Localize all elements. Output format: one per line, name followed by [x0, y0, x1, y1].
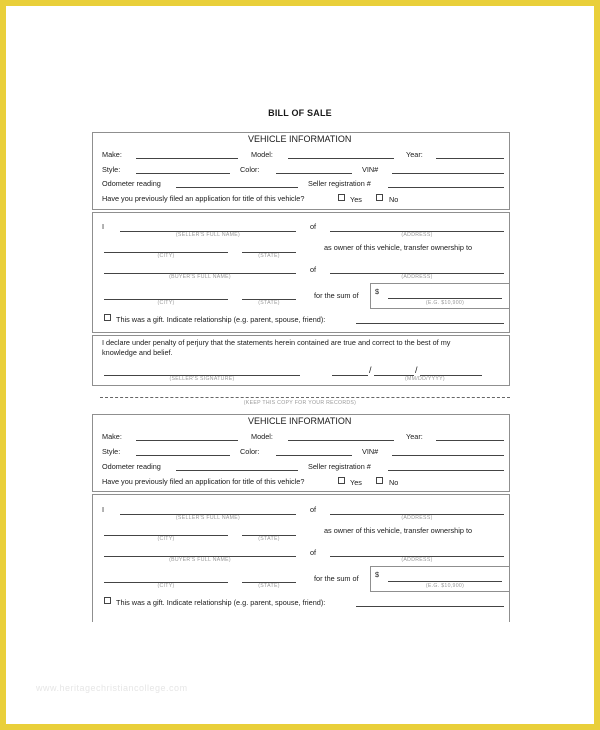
buyer-state-caption: (STATE): [258, 583, 280, 589]
make-label: Make:: [102, 150, 122, 159]
vin-field[interactable]: [392, 173, 504, 174]
odometer-field[interactable]: [176, 470, 298, 471]
dollar-sign: $: [375, 570, 380, 579]
make-field[interactable]: [136, 158, 238, 159]
buyer-name-caption: (BUYER'S FULL NAME): [169, 557, 231, 563]
make-label: Make:: [102, 432, 122, 441]
year-field[interactable]: [436, 440, 504, 441]
declaration-line-1: I declare under penalty of perjury that the statements herein contained are true and correct to the best of my: [102, 338, 451, 347]
vin-label: VIN#: [362, 165, 379, 174]
style-field[interactable]: [136, 455, 230, 456]
seller-name-caption: (SELLER'S FULL NAME): [175, 232, 241, 238]
vehicle-info-heading: VEHICLE INFORMATION: [248, 416, 352, 426]
make-field[interactable]: [136, 440, 238, 441]
sum-caption: (E.G. $10,900): [425, 583, 465, 589]
prior-title-question: Have you previously filed an application for title of this vehicle?: [102, 477, 305, 486]
owner-statement: as owner of this vehicle, transfer ownership to: [324, 243, 473, 252]
vehicle-info-heading: VEHICLE INFORMATION: [248, 134, 352, 144]
i-label: I: [102, 505, 105, 514]
style-label: Style:: [102, 447, 121, 456]
model-label: Model:: [251, 432, 273, 441]
seller-signature-caption: (SELLER'S SIGNATURE): [169, 376, 235, 382]
yes-checkbox[interactable]: [338, 477, 345, 484]
seller-registration-field[interactable]: [388, 187, 504, 188]
yes-checkbox[interactable]: [338, 194, 345, 201]
cut-line: [100, 397, 510, 398]
seller-registration-field[interactable]: [388, 470, 504, 471]
gift-statement: This was a gift. Indicate relationship (e.g. parent, spouse, friend):: [116, 598, 326, 607]
model-field[interactable]: [288, 440, 394, 441]
gift-relationship-field[interactable]: [356, 606, 504, 607]
odometer-label: Odometer reading: [102, 462, 161, 471]
for-the-sum-label: for the sum of: [314, 574, 359, 583]
odometer-field[interactable]: [176, 187, 298, 188]
year-field[interactable]: [436, 158, 504, 159]
style-field[interactable]: [136, 173, 230, 174]
of-label: of: [310, 265, 317, 274]
of-label: of: [310, 222, 317, 231]
color-label: Color:: [240, 447, 260, 456]
color-label: Color:: [240, 165, 260, 174]
year-label: Year:: [406, 432, 423, 441]
declaration-line-2: knowledge and belief.: [102, 348, 173, 357]
seller-city-caption: (CITY): [157, 536, 175, 542]
date-month-field[interactable]: [332, 375, 368, 376]
buyer-address-caption: (ADDRESS): [401, 557, 433, 563]
sum-caption: (E.G. $10,900): [425, 300, 465, 306]
for-the-sum-label: for the sum of: [314, 291, 359, 300]
seller-state-caption: (STATE): [258, 536, 280, 542]
dollar-sign: $: [375, 287, 380, 296]
gift-statement: This was a gift. Indicate relationship (e.g. parent, spouse, friend):: [116, 315, 326, 324]
color-field[interactable]: [276, 173, 352, 174]
watermark: www.heritagechristiancollege.com: [36, 683, 188, 693]
odometer-label: Odometer reading: [102, 179, 161, 188]
style-label: Style:: [102, 165, 121, 174]
seller-registration-label: Seller registration #: [308, 179, 371, 188]
owner-statement: as owner of this vehicle, transfer ownership to: [324, 526, 473, 535]
vin-field[interactable]: [392, 455, 504, 456]
buyer-name-caption: (BUYER'S FULL NAME): [169, 274, 231, 280]
date-caption: (MM/DD/YYYY): [405, 376, 445, 382]
vin-label: VIN#: [362, 447, 379, 456]
buyer-address-caption: (ADDRESS): [401, 274, 433, 280]
seller-registration-label: Seller registration #: [308, 462, 371, 471]
color-field[interactable]: [276, 455, 352, 456]
no-label: No: [389, 195, 399, 204]
buyer-city-caption: (CITY): [157, 300, 175, 306]
i-label: I: [102, 222, 105, 231]
sum-field[interactable]: [388, 298, 502, 299]
keep-copy-note: (KEEP THIS COPY FOR YOUR RECORDS): [243, 400, 357, 406]
no-checkbox[interactable]: [376, 194, 383, 201]
yes-label: Yes: [350, 195, 362, 204]
seller-address-caption: (ADDRESS): [401, 232, 433, 238]
gift-relationship-field[interactable]: [356, 323, 504, 324]
document-title: BILL OF SALE: [268, 108, 332, 118]
seller-address-caption: (ADDRESS): [401, 515, 433, 521]
buyer-state-caption: (STATE): [258, 300, 280, 306]
buyer-city-caption: (CITY): [157, 583, 175, 589]
yes-label: Yes: [350, 478, 362, 487]
gift-checkbox[interactable]: [104, 314, 111, 321]
seller-name-caption: (SELLER'S FULL NAME): [175, 515, 241, 521]
date-slash: /: [369, 365, 372, 375]
of-label: of: [310, 548, 317, 557]
model-label: Model:: [251, 150, 273, 159]
sum-field[interactable]: [388, 581, 502, 582]
of-label: of: [310, 505, 317, 514]
no-label: No: [389, 478, 399, 487]
no-checkbox[interactable]: [376, 477, 383, 484]
seller-state-caption: (STATE): [258, 253, 280, 259]
seller-city-caption: (CITY): [157, 253, 175, 259]
model-field[interactable]: [288, 158, 394, 159]
prior-title-question: Have you previously filed an application for title of this vehicle?: [102, 194, 305, 203]
date-slash: /: [415, 365, 418, 375]
year-label: Year:: [406, 150, 423, 159]
gift-checkbox[interactable]: [104, 597, 111, 604]
